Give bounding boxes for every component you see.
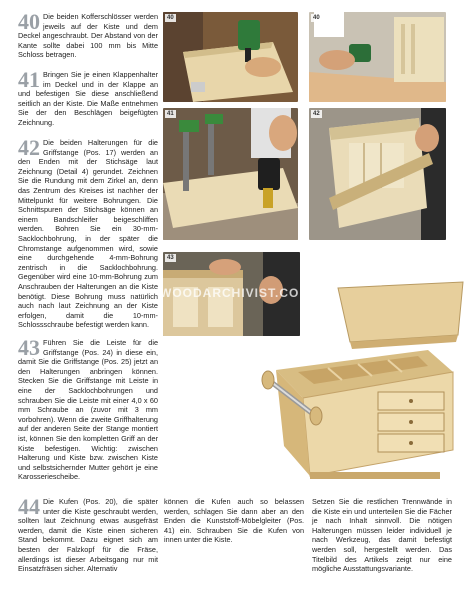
step-number: 40 (18, 9, 40, 34)
step-number: 44 (18, 494, 40, 519)
photo-tag: 40 (167, 15, 174, 21)
finished-toolbox-image (258, 280, 468, 492)
photo-illustration (309, 12, 446, 102)
step-number: 43 (18, 335, 40, 360)
step-43 (18, 335, 158, 482)
photo-tag: 41 (167, 111, 174, 117)
photo-step-40-a (163, 12, 298, 102)
toolbox-illustration (258, 280, 468, 492)
step-42 (18, 135, 158, 330)
photo-step-41 (163, 108, 298, 240)
photo-tag: 40 (313, 15, 320, 21)
step-number: 42 (18, 135, 40, 160)
photo-illustration (309, 108, 446, 240)
text-column-2: können die Kufen auch so belassen werden, schlagen Sie dann aber an den Enden die Kunststoff-Möbelgleiter (Pos. 41) ein. Schrauben Sie die Kufen von innen unter die Kiste. (164, 497, 304, 545)
step-41 (18, 67, 158, 128)
step-text: Die beiden Halterungen für die Griffstange (Pos. 17) werden an den Enden mit der Stichsäge laut Zeichnung (Detail 4) gerundet. Zeichnen Sie die Rundung mit dem Zirkel an, denn das Zentrum des Kreises ist nachher der Mittelpunkt für weitere Bohrungen. Die Schnittspuren der Stichsäge können an einem Bandschleifer beigeschliffen werden. Bohren Sie ein 30-mm-Sacklochbohrung, in der später die Chromstange aufgenommen wird, sowie eine durchgehende 4-mm-Bohrung zentrisch in die Sacklochbohrung. Gegenüber wird eine 10-mm-Bohrung zum Anschrauben der Halterungen an die Kiste benötigt. Diese Bohrung muss natürlich auch nach laut Zeichnung an der Kiste erfolgen, damit die 10-mm-Schlossschraube befestigt werden kann. (18, 138, 158, 330)
step-text: Die Kufen (Pos. 20), die später unter die Kiste geschraubt werden, sollten laut Zeichnung etwas ausgefräst werden, damit die Kiste einen sicheren Stand bekommt. Dazu eignet sich am besten der Falzkopf für die Fräse, allerdings ist dieser Arbeitsgang nur mit Einsatzfräsen sicher. Alternativ (18, 497, 158, 574)
photo-illustration (163, 108, 298, 240)
photo-step-42 (309, 108, 446, 240)
photo-step-40-b (309, 12, 446, 102)
photo-illustration (163, 12, 298, 102)
photo-tag: 42 (313, 111, 320, 117)
watermark: WOODARCHIVIST.COM (160, 286, 311, 300)
step-text: Führen Sie die Leiste für die Griffstange (Pos. 24) in diese ein, damit Sie die Griffstange (Pos. 25) jetzt an den Halterungen anbringen können. Stecken Sie die Griffstange mit Leiste in eine der Sacklochbohrungen und schrauben Sie die Leiste mit einer 4,0 x 60 mm Schraube an (zuvor mit 3 mm vorbohren). Wenn die zweite Griffhalterung auf der anderen Seite der Stange montiert ist, können Sie den kompletten Griff an der Kiste befestigen. Wichtig: zwischen Halterung und Kiste bzw. zwischen Kiste und selbstsichernder Mutter gehört je eine Karosseriescheibe. (18, 338, 158, 482)
step-text: Bringen Sie je einen Klappenhalter im Deckel und in der Klappe an und befestigen Sie diese anschließend seitlich an der Kiste. Die Maße entnehmen Sie der den Beschlägen beigefügten Zeichnung. (18, 70, 158, 127)
step-40 (18, 9, 158, 60)
step-44 (18, 494, 158, 574)
step-number: 41 (18, 67, 40, 92)
step-text: Die beiden Kofferschlösser werden jeweils auf der Kiste und dem Deckel angeschraubt. Der Abstand von der Kante sollte dabei 100 mm bis Mitte Schloss betragen. (18, 12, 158, 60)
photo-tag: 43 (167, 255, 174, 261)
text-column-3: Setzen Sie die restlichen Trennwände in die Kiste ein und unterteilen Sie die Fächer je nach Inhalt sinnvoll. Die nötigen Halterungen müssen leider individuell je nach Werkzeug, das damit befestigt werden soll, hergestellt werden. Das Titelbild des Artikels zeigt nur eine mögliche Ausstattungsvariante. (312, 497, 452, 574)
